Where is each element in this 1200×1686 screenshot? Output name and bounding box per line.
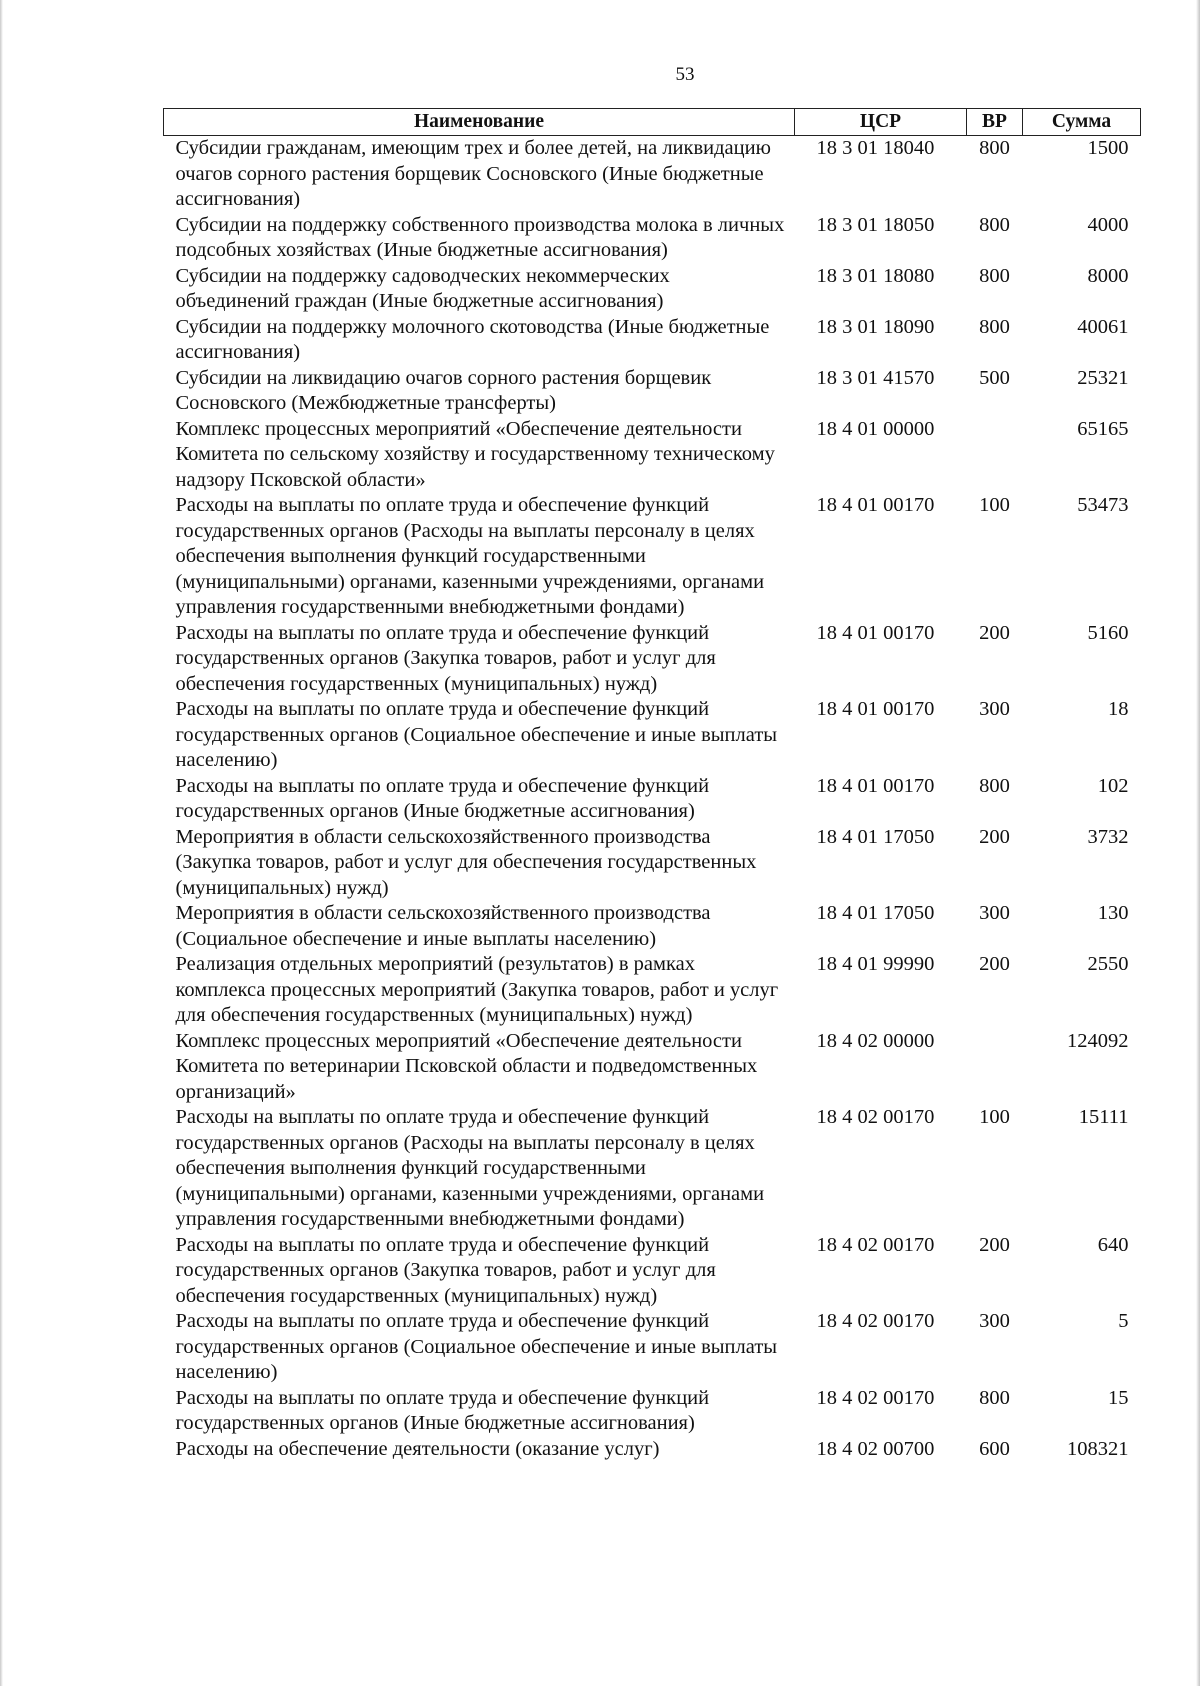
row-vr: 100: [979, 494, 1010, 516]
row-csr: 18 4 01 00000: [816, 417, 935, 440]
row-vr: 800: [979, 213, 1010, 236]
row-vr: 200: [979, 825, 1010, 848]
row-sum: 65165: [1077, 417, 1129, 440]
row-csr: 18 4 01 00170: [816, 621, 935, 644]
table-row: [164, 1105, 1141, 1233]
row-csr: 18 4 01 17050: [816, 902, 935, 924]
row-sum: 25321: [1077, 366, 1129, 389]
row-name: Комплекс процессных мероприятий «Обеспечение деятельности Комитета по ветеринарии Псковской области и подведомственных организаций»: [175, 1029, 758, 1103]
row-sum: 8000: [1087, 264, 1129, 287]
row-csr: 18 4 02 00170: [816, 1386, 935, 1409]
row-vr: 300: [979, 902, 1010, 924]
scan-edge-right: [1196, 0, 1200, 1686]
row-sum: 102: [1097, 774, 1129, 797]
table-row: [164, 1029, 1141, 1106]
row-sum: 15: [1108, 1386, 1129, 1409]
row-sum: 640: [1097, 1233, 1129, 1256]
row-sum: 124092: [1067, 1029, 1129, 1052]
table-row: [164, 417, 1141, 494]
row-vr: 300: [979, 698, 1010, 720]
row-name: Расходы на выплаты по оплате труда и обеспечение функций государственных органов (Социальное обеспечение и иные выплаты населению): [175, 1310, 778, 1383]
row-name: Мероприятия в области сельскохозяйственного производства (Закупка товаров, работ и услуг для обеспечения государственных (муниципальных) нужд): [175, 825, 757, 899]
header-sum: Сумма: [1023, 109, 1141, 136]
row-vr: 800: [979, 264, 1010, 287]
row-sum: 3732: [1087, 825, 1129, 848]
table-row: [164, 213, 1141, 264]
table-row: [164, 136, 1141, 213]
row-vr: 800: [979, 1386, 1010, 1409]
row-vr: [967, 1029, 1023, 1106]
table-row: [164, 366, 1141, 417]
table-row: [164, 774, 1141, 825]
row-csr: 18 3 01 18040: [816, 137, 935, 159]
row-csr: 18 4 01 00170: [816, 494, 935, 516]
table-row: [164, 697, 1141, 774]
row-csr: 18 4 02 00700: [816, 1437, 935, 1460]
row-name: Расходы на выплаты по оплате труда и обеспечение функций государственных органов (Расходы на выплаты персоналу в целях обеспечения выполнения функций государственными (муниципальными) органами, казенными учреждениями, органами управления государственными внебюджетными фондами): [175, 494, 765, 618]
row-csr: 18 4 01 00170: [816, 774, 935, 797]
row-vr: 800: [979, 137, 1010, 159]
row-csr: 18 4 02 00170: [816, 1106, 935, 1128]
row-name: Расходы на выплаты по оплате труда и обеспечение функций государственных органов (Иные бюджетные ассигнования): [175, 1386, 710, 1434]
table-row: [164, 901, 1141, 952]
row-vr: 500: [979, 366, 1010, 389]
table-row: [164, 315, 1141, 366]
row-vr: 300: [979, 1310, 1010, 1332]
table-row: [164, 952, 1141, 1029]
table-row: [164, 1386, 1141, 1437]
table-row: [164, 1309, 1141, 1386]
page-number: 53: [675, 64, 695, 85]
table-header-row: [164, 109, 1141, 136]
table-row: [164, 493, 1141, 621]
row-sum: 108321: [1067, 1437, 1129, 1460]
row-sum: 5160: [1087, 621, 1129, 644]
row-name: Субсидии на ликвидацию очагов сорного растения борщевик Сосновского (Межбюджетные трансферты): [175, 366, 712, 414]
row-name: Расходы на выплаты по оплате труда и обеспечение функций государственных органов (Закупка товаров, работ и услуг для обеспечения государственных (муниципальных) нужд): [175, 621, 716, 695]
row-csr: 18 3 01 18080: [816, 264, 935, 287]
row-vr: 200: [979, 953, 1010, 975]
row-csr: 18 4 01 99990: [816, 953, 935, 975]
row-vr: 200: [979, 621, 1010, 644]
row-vr: 800: [979, 774, 1010, 797]
header-csr: ЦСР: [795, 109, 967, 136]
row-csr: 18 3 01 41570: [816, 366, 935, 389]
row-vr: 600: [979, 1437, 1010, 1460]
row-name: Субсидии на поддержку собственного производства молока в личных подсобных хозяйствах (Иные бюджетные ассигнования): [175, 213, 785, 261]
row-sum: 4000: [1087, 213, 1129, 236]
scan-edge-left: [0, 0, 3, 1686]
row-csr: 18 4 02 00170: [816, 1233, 935, 1256]
table-row: [164, 1233, 1141, 1310]
row-csr: 18 4 02 00000: [816, 1029, 935, 1052]
row-sum: 40061: [1077, 315, 1129, 338]
row-sum: 1500: [1087, 137, 1129, 159]
row-vr: [967, 417, 1023, 494]
row-sum: 130: [1097, 902, 1129, 924]
row-name: Расходы на обеспечение деятельности (оказание услуг): [175, 1437, 660, 1460]
row-name: Расходы на выплаты по оплате труда и обеспечение функций государственных органов (Закупка товаров, работ и услуг для обеспечения государственных (муниципальных) нужд): [175, 1233, 716, 1307]
row-name: Мероприятия в области сельскохозяйственного производства (Социальное обеспечение и иные выплаты населению): [175, 902, 711, 950]
table-row: [164, 264, 1141, 315]
row-name: Расходы на выплаты по оплате труда и обеспечение функций государственных органов (Иные бюджетные ассигнования): [175, 774, 710, 822]
row-sum: 5: [1118, 1310, 1129, 1332]
row-name: Реализация отдельных мероприятий (результатов) в рамках комплекса процессных мероприятий (Закупка товаров, работ и услуг для обеспечения государственных (муниципальных) нужд): [175, 953, 779, 1026]
row-sum: 53473: [1077, 494, 1129, 516]
row-vr: 200: [979, 1233, 1010, 1256]
budget-table: [163, 108, 1141, 1462]
row-sum: 15111: [1078, 1106, 1129, 1128]
table-row: [164, 1437, 1141, 1463]
row-vr: 100: [979, 1106, 1010, 1128]
header-name: Наименование: [164, 109, 795, 136]
table-row: [164, 825, 1141, 902]
row-csr: 18 4 02 00170: [816, 1310, 935, 1332]
row-csr: 18 3 01 18090: [816, 315, 935, 338]
row-name: Комплекс процессных мероприятий «Обеспечение деятельности Комитета по сельскому хозяйству и государственному техническому надзору Псковской области»: [175, 417, 775, 491]
row-name: Расходы на выплаты по оплате труда и обеспечение функций государственных органов (Расходы на выплаты персоналу в целях обеспечения выполнения функций государственными (муниципальными) органами, казенными учреждениями, органами управления государственными внебюджетными фондами): [175, 1106, 765, 1230]
row-vr: 800: [979, 315, 1010, 338]
row-name: Субсидии на поддержку молочного скотоводства (Иные бюджетные ассигнования): [175, 315, 770, 363]
row-name: Субсидии на поддержку садоводческих некоммерческих объединений граждан (Иные бюджетные ассигнования): [175, 264, 670, 312]
row-csr: 18 4 01 00170: [816, 698, 935, 720]
row-csr: 18 4 01 17050: [816, 825, 935, 848]
row-name: Субсидии гражданам, имеющим трех и более детей, на ликвидацию очагов сорного растения борщевик Сосновского (Иные бюджетные ассигнования): [175, 137, 771, 210]
row-sum: 2550: [1087, 953, 1129, 975]
table-row: [164, 621, 1141, 698]
header-vr: ВР: [967, 109, 1023, 136]
row-sum: 18: [1108, 698, 1129, 720]
row-csr: 18 3 01 18050: [816, 213, 935, 236]
row-name: Расходы на выплаты по оплате труда и обеспечение функций государственных органов (Социальное обеспечение и иные выплаты населению): [175, 698, 778, 771]
